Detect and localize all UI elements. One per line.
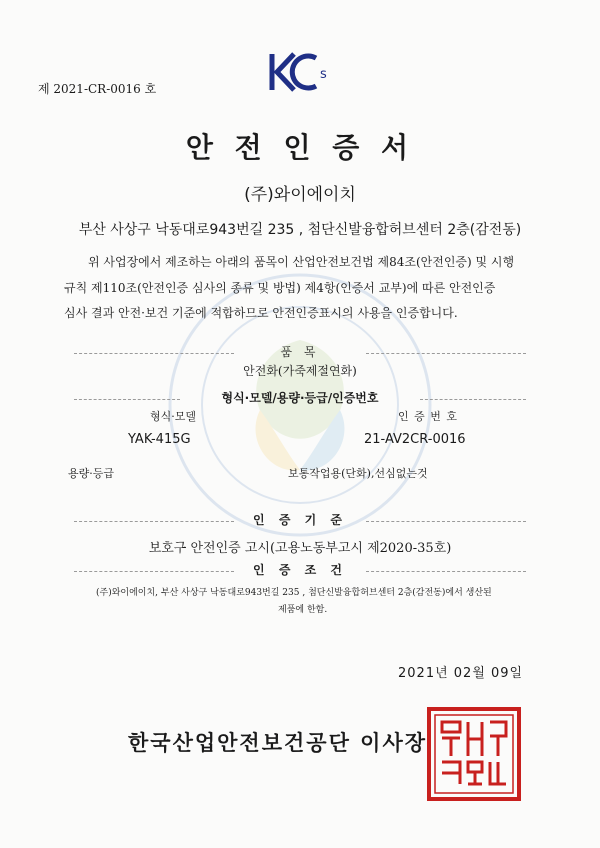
cert-number-value: 21-AV2CR-0016 (364, 432, 466, 447)
model-section-heading: 형식·모델/용량·등급/인증번호 (221, 391, 379, 405)
company-name: (주)와이에이치 (244, 185, 356, 205)
company-address: 부산 사상구 낙동대로943번길 235 , 첨단신발융합허브센터 2층(감전동) (78, 222, 522, 238)
divider-line (366, 353, 526, 354)
issuer-name: 한국산업안전보건공단 이사장 (128, 731, 428, 755)
conditions-line-1: (주)와이에이치, 부산 사상구 낙동대로943번길 235 , 첨단신발융합허브센터 2층(감전동)에서 생산된 (96, 588, 492, 598)
divider-line (74, 521, 234, 522)
cert-number: 제 2021-CR-0016 호 (38, 82, 157, 96)
divider-line (420, 399, 526, 400)
statement-line-1: 위 사업장에서 제조하는 아래의 품목이 산업안전보건법 제84조(안전인증) 및 시행 (88, 255, 515, 269)
cert-number-label: 인 증 번 호 (398, 410, 458, 423)
product-heading: 품 목 (280, 345, 320, 359)
certificate-title: 안 전 인 증 서 (185, 131, 415, 164)
standard-value: 보호구 안전인증 고시(고용노동부고시 제2020-35호) (148, 541, 452, 556)
standard-heading: 인 증 기 준 (253, 513, 347, 527)
grade-label: 용량·등급 (68, 467, 115, 480)
kcs-logo-icon (268, 48, 332, 96)
model-value: YAK-415G (128, 432, 191, 447)
model-label: 형식·모델 (150, 410, 197, 423)
statement-line-3: 심사 결과 안전·보건 기준에 적합하므로 안전인증표시의 사용을 인증합니다. (64, 306, 458, 320)
conditions-line-2: 제품에 한함. (278, 605, 328, 615)
divider-line (366, 571, 526, 572)
svg-text:s: s (320, 67, 327, 82)
grade-value: 보통작업용(단화),선심없는것 (288, 467, 428, 480)
official-seal-icon (426, 706, 522, 802)
divider-line (366, 521, 526, 522)
divider-line (74, 571, 234, 572)
statement-line-2: 규칙 제110조(안전인증 심사의 종류 및 방법) 제4항(인증서 교부)에 따른 안전인증 (64, 281, 496, 295)
issue-date: 2021년 02월 09일 (398, 666, 524, 681)
product-value: 안전화(가죽제절연화) (243, 364, 357, 378)
divider-line (74, 353, 234, 354)
divider-line (74, 399, 180, 400)
conditions-heading: 인 증 조 건 (253, 563, 347, 577)
